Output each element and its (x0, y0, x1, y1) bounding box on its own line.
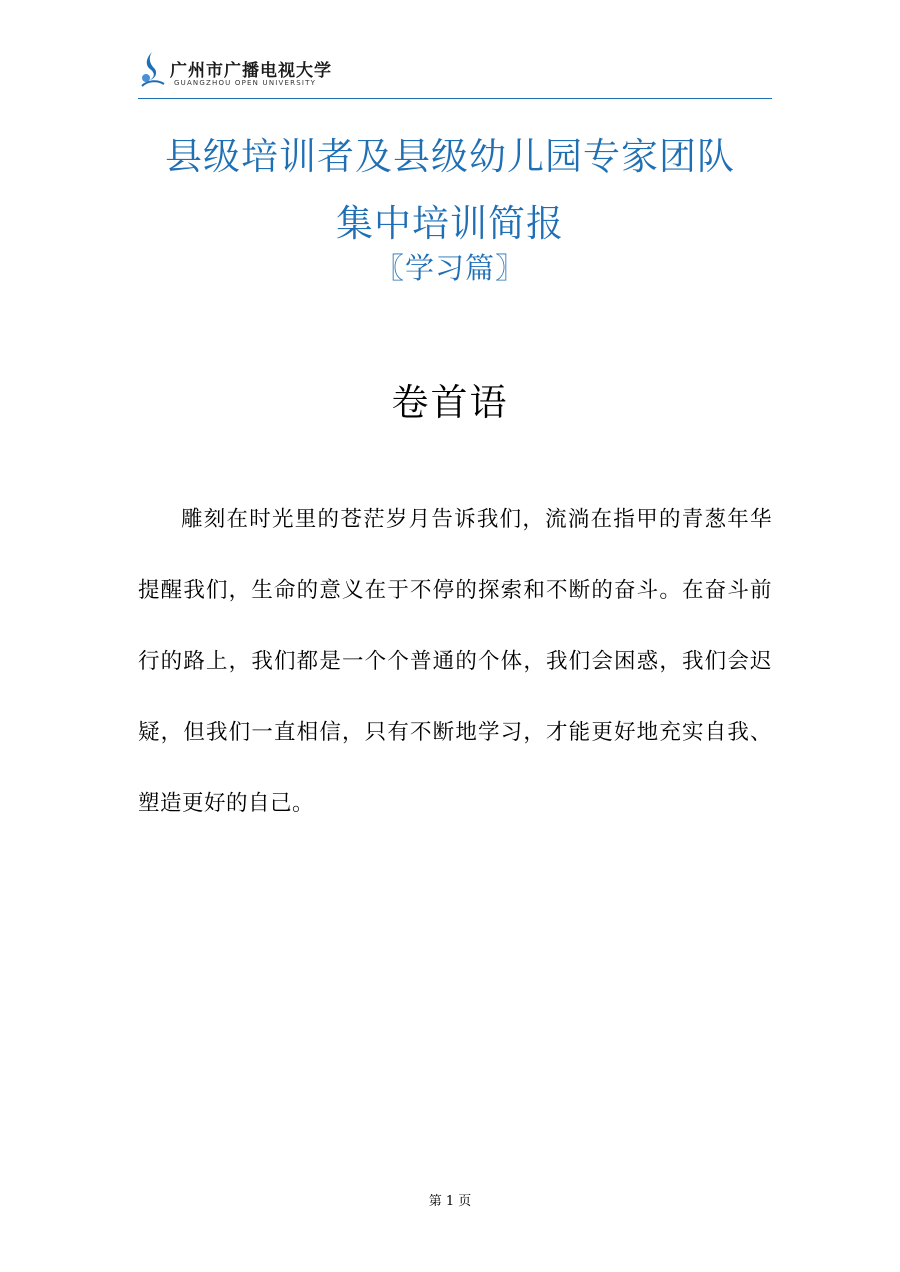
university-name-cn: 广州市广播电视大学 (170, 61, 332, 81)
university-logo-icon (138, 50, 166, 90)
preface-paragraph: 雕刻在时光里的苍茫岁月告诉我们，流淌在指甲的青葱年华提醒我们，生命的意义在于不停的探索和不断的奋斗。在奋斗前行的路上，我们都是一个个普通的个体，我们会困惑，我们会迟疑，但我们一直相信，只有不断地学习，才能更好地充实自我、塑造更好的自己。 (138, 507, 772, 816)
university-name-en: GUANGZHOU OPEN UNIVERSITY (174, 79, 317, 87)
page-header (138, 50, 772, 102)
preface-heading: 卷首语 (391, 381, 509, 424)
header-divider (138, 98, 772, 99)
document-title-line-2: 集中培训简报 (336, 202, 564, 245)
page-number: 第 1 页 (428, 1194, 472, 1209)
document-subtitle: 〖学习篇〗 (374, 251, 525, 285)
document-title-line-1: 县级培训者及县级幼儿园专家团队 (165, 135, 735, 178)
